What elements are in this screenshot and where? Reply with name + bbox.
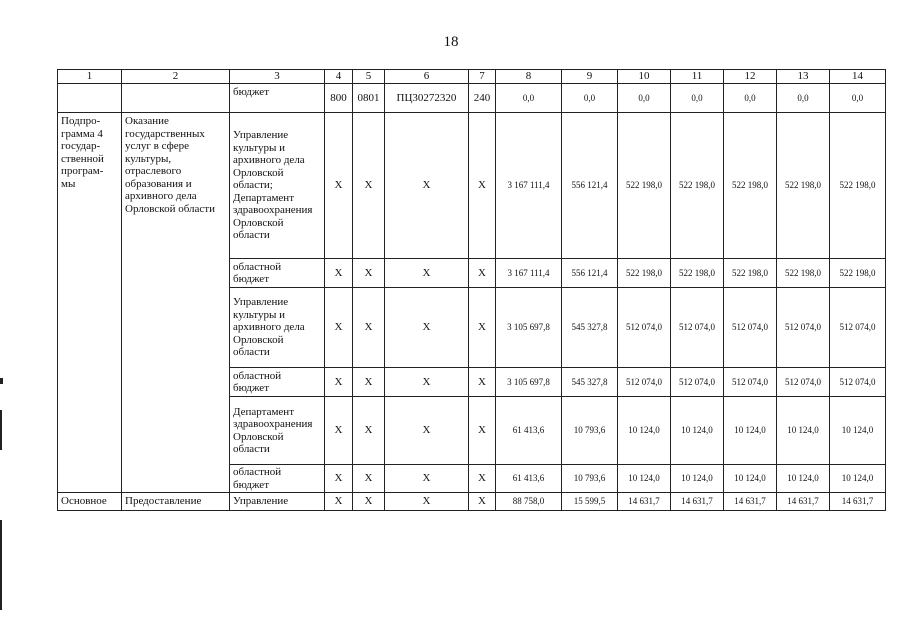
amount-cell: 14 631,7 bbox=[618, 493, 671, 511]
amount-cell: 0,0 bbox=[496, 84, 562, 113]
code-cell: Х bbox=[385, 288, 469, 368]
code-cell: Х bbox=[385, 465, 469, 493]
amount-cell: 10 124,0 bbox=[830, 397, 886, 465]
header-cell: 9 bbox=[562, 70, 618, 84]
amount-cell: 10 124,0 bbox=[671, 397, 724, 465]
amount-cell: 10 124,0 bbox=[777, 397, 830, 465]
code-cell: Х bbox=[325, 397, 353, 465]
amount-cell: 88 758,0 bbox=[496, 493, 562, 511]
code-cell: Х bbox=[385, 368, 469, 397]
code-cell: Х bbox=[469, 397, 496, 465]
scan-artifact bbox=[0, 410, 2, 450]
executor-label: Управление культуры и архивного дела Орловской области; Департамент здравоохранения Орловской области bbox=[230, 113, 325, 259]
empty-cell bbox=[122, 84, 230, 113]
amount-cell: 512 074,0 bbox=[671, 368, 724, 397]
amount-cell: 512 074,0 bbox=[618, 288, 671, 368]
code-cell: Х bbox=[385, 397, 469, 465]
amount-cell: 10 124,0 bbox=[671, 465, 724, 493]
code-cell: Х bbox=[385, 113, 469, 259]
funding-source-label: областной бюджет bbox=[230, 259, 325, 288]
subprogram-title: Оказание государственных услуг в сфере культуры, отраслевого образования и архивного дела Орловской области bbox=[122, 113, 230, 493]
amount-cell: 522 198,0 bbox=[830, 113, 886, 259]
code-cell: Х bbox=[469, 288, 496, 368]
budget-table bbox=[57, 69, 886, 511]
header-cell: 8 bbox=[496, 70, 562, 84]
code-cell: Х bbox=[469, 493, 496, 511]
scan-artifact bbox=[0, 520, 2, 610]
amount-cell: 522 198,0 bbox=[671, 259, 724, 288]
amount-cell: 556 121,4 bbox=[562, 113, 618, 259]
amount-cell: 10 124,0 bbox=[618, 397, 671, 465]
amount-cell: 3 105 697,8 bbox=[496, 368, 562, 397]
header-row bbox=[58, 70, 886, 84]
code-cell: 800 bbox=[325, 84, 353, 113]
amount-cell: 512 074,0 bbox=[724, 288, 777, 368]
code-cell: Х bbox=[385, 259, 469, 288]
amount-cell: 3 167 111,4 bbox=[496, 113, 562, 259]
amount-cell: 512 074,0 bbox=[777, 288, 830, 368]
header-cell: 12 bbox=[724, 70, 777, 84]
code-cell: Х bbox=[325, 113, 353, 259]
amount-cell: 522 198,0 bbox=[724, 259, 777, 288]
amount-cell: 522 198,0 bbox=[777, 113, 830, 259]
amount-cell: 15 599,5 bbox=[562, 493, 618, 511]
code-cell: Х bbox=[469, 465, 496, 493]
code-cell: ПЦ30272320 bbox=[385, 84, 469, 113]
amount-cell: 522 198,0 bbox=[830, 259, 886, 288]
code-cell: Х bbox=[469, 113, 496, 259]
code-cell: Х bbox=[353, 113, 385, 259]
code-cell: Х bbox=[469, 259, 496, 288]
amount-cell: 545 327,8 bbox=[562, 368, 618, 397]
header-cell: 14 bbox=[830, 70, 886, 84]
funding-source-label: бюджет bbox=[230, 84, 325, 113]
amount-cell: 10 124,0 bbox=[830, 465, 886, 493]
amount-cell: 0,0 bbox=[830, 84, 886, 113]
code-cell: Х bbox=[353, 259, 385, 288]
code-cell: Х bbox=[353, 465, 385, 493]
amount-cell: 14 631,7 bbox=[777, 493, 830, 511]
amount-cell: 0,0 bbox=[671, 84, 724, 113]
executor-label: Управление bbox=[230, 493, 325, 511]
funding-source-label: областной бюджет bbox=[230, 465, 325, 493]
executor-label: Департамент здравоохранения Орловской области bbox=[230, 397, 325, 465]
table-row bbox=[58, 493, 886, 511]
header-cell: 5 bbox=[353, 70, 385, 84]
amount-cell: 522 198,0 bbox=[671, 113, 724, 259]
amount-cell: 3 105 697,8 bbox=[496, 288, 562, 368]
amount-cell: 522 198,0 bbox=[777, 259, 830, 288]
header-cell: 6 bbox=[385, 70, 469, 84]
funding-source-label: областной бюджет bbox=[230, 368, 325, 397]
amount-cell: 0,0 bbox=[724, 84, 777, 113]
header-cell: 13 bbox=[777, 70, 830, 84]
amount-cell: 512 074,0 bbox=[777, 368, 830, 397]
amount-cell: 3 167 111,4 bbox=[496, 259, 562, 288]
code-cell: Х bbox=[325, 259, 353, 288]
amount-cell: 14 631,7 bbox=[724, 493, 777, 511]
header-cell: 10 bbox=[618, 70, 671, 84]
amount-cell: 0,0 bbox=[777, 84, 830, 113]
code-cell: Х bbox=[353, 288, 385, 368]
scan-artifact bbox=[0, 378, 3, 384]
code-cell: Х bbox=[469, 368, 496, 397]
amount-cell: 14 631,7 bbox=[671, 493, 724, 511]
amount-cell: 0,0 bbox=[562, 84, 618, 113]
amount-cell: 10 793,6 bbox=[562, 397, 618, 465]
amount-cell: 512 074,0 bbox=[724, 368, 777, 397]
code-cell: Х bbox=[385, 493, 469, 511]
amount-cell: 512 074,0 bbox=[671, 288, 724, 368]
amount-cell: 522 198,0 bbox=[618, 259, 671, 288]
amount-cell: 522 198,0 bbox=[724, 113, 777, 259]
code-cell: Х bbox=[353, 493, 385, 511]
code-cell: 240 bbox=[469, 84, 496, 113]
amount-cell: 61 413,6 bbox=[496, 397, 562, 465]
code-cell: Х bbox=[325, 368, 353, 397]
header-cell: 11 bbox=[671, 70, 724, 84]
amount-cell: 10 124,0 bbox=[724, 397, 777, 465]
amount-cell: 14 631,7 bbox=[830, 493, 886, 511]
amount-cell: 545 327,8 bbox=[562, 288, 618, 368]
subprogram-label: Подпро- грамма 4 государ- ственной програм- мы bbox=[58, 113, 122, 493]
code-cell: Х bbox=[353, 368, 385, 397]
amount-cell: 556 121,4 bbox=[562, 259, 618, 288]
table-row bbox=[58, 113, 886, 259]
main-event-title: Предоставление bbox=[122, 493, 230, 511]
amount-cell: 61 413,6 bbox=[496, 465, 562, 493]
amount-cell: 512 074,0 bbox=[830, 288, 886, 368]
empty-cell bbox=[58, 84, 122, 113]
amount-cell: 10 793,6 bbox=[562, 465, 618, 493]
code-cell: Х bbox=[325, 465, 353, 493]
code-cell: Х bbox=[325, 288, 353, 368]
code-cell: 0801 bbox=[353, 84, 385, 113]
header-cell: 7 bbox=[469, 70, 496, 84]
amount-cell: 10 124,0 bbox=[724, 465, 777, 493]
page-number: 18 bbox=[443, 34, 459, 50]
header-cell: 3 bbox=[230, 70, 325, 84]
code-cell: Х bbox=[325, 493, 353, 511]
amount-cell: 10 124,0 bbox=[777, 465, 830, 493]
executor-label: Управление культуры и архивного дела Орловской области bbox=[230, 288, 325, 368]
header-cell: 2 bbox=[122, 70, 230, 84]
header-cell: 1 bbox=[58, 70, 122, 84]
code-cell: Х bbox=[353, 397, 385, 465]
amount-cell: 10 124,0 bbox=[618, 465, 671, 493]
amount-cell: 0,0 bbox=[618, 84, 671, 113]
header-cell: 4 bbox=[325, 70, 353, 84]
amount-cell: 522 198,0 bbox=[618, 113, 671, 259]
amount-cell: 512 074,0 bbox=[830, 368, 886, 397]
main-event-label: Основное bbox=[58, 493, 122, 511]
table-row bbox=[58, 84, 886, 113]
amount-cell: 512 074,0 bbox=[618, 368, 671, 397]
